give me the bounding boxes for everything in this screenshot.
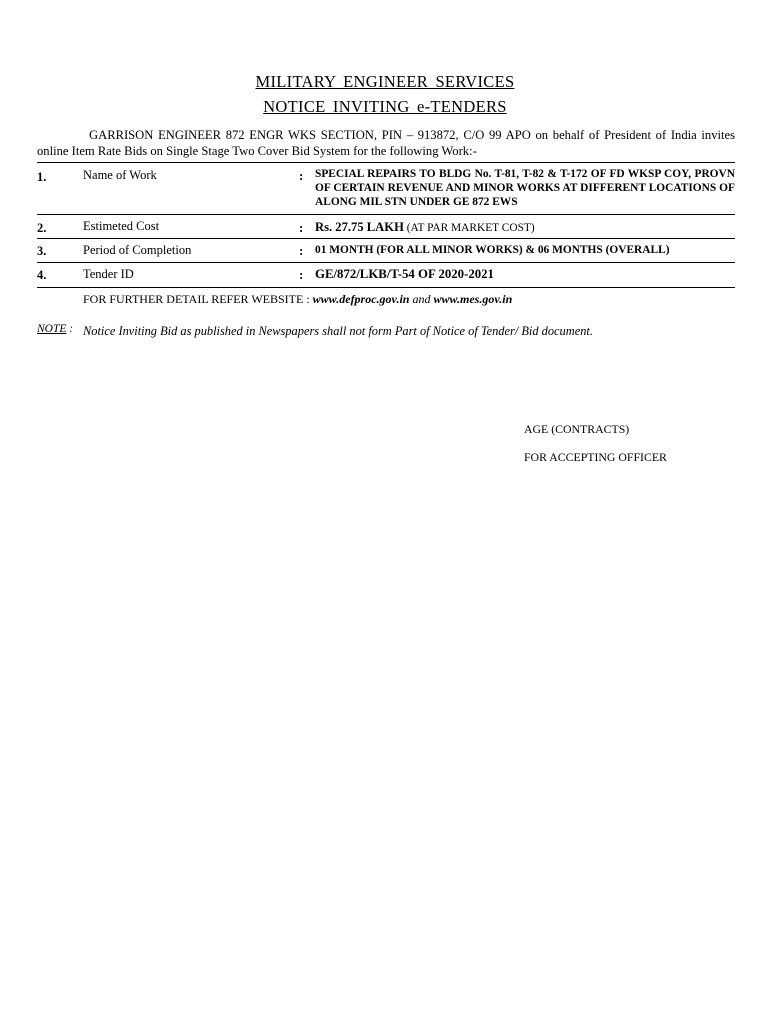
website-link-mes[interactable]: www.mes.gov.in <box>433 292 513 306</box>
row-number: 1. <box>37 170 47 184</box>
row-value-tender-id: GE/872/LKB/T-54 OF 2020-2021 <box>315 267 494 281</box>
further-and: and <box>409 292 434 306</box>
signature-authority: FOR ACCEPTING OFFICER <box>524 450 667 464</box>
row-label-period-of-completion: Period of Completion <box>83 243 192 257</box>
row-value-estimated-cost <box>315 220 535 235</box>
note-text: Notice Inviting Bid as published in Newspapers shall not form Part of Notice of Tender/ Bid document. <box>83 324 593 338</box>
note-colon: : <box>66 323 74 335</box>
row-colon: : <box>299 243 304 258</box>
row-colon: : <box>299 267 304 282</box>
intro-paragraph: GARRISON ENGINEER 872 ENGR WKS SECTION, PIN – 913872, C/O 99 APO on behalf of President of India invites online Item Rate Bids on Single Stage Two Cover Bid System for the following Work:- <box>37 128 735 158</box>
row-number: 2. <box>37 221 47 235</box>
divider <box>37 162 735 163</box>
row-number: 3. <box>37 244 47 258</box>
note-label <box>37 323 73 335</box>
row-label-name-of-work: Name of Work <box>83 168 157 182</box>
signature-designation: AGE (CONTRACTS) <box>524 422 630 436</box>
divider <box>37 214 735 215</box>
row-label-tender-id: Tender ID <box>83 267 134 281</box>
row-value-period-of-completion: 01 MONTH (FOR ALL MINOR WORKS) & 06 MONTHS (OVERALL) <box>315 244 670 256</box>
cost-note: (AT PAR MARKET COST) <box>403 222 535 234</box>
divider <box>37 287 735 288</box>
divider <box>37 238 735 239</box>
divider <box>37 262 735 263</box>
website-link-defproc[interactable]: www.defproc.gov.in <box>312 292 410 306</box>
row-label-estimated-cost: Estimeted Cost <box>83 219 160 233</box>
row-colon: : <box>299 168 304 183</box>
further-details <box>83 292 512 307</box>
note-word: NOTE <box>37 323 67 335</box>
row-colon: : <box>299 220 304 235</box>
cost-amount: Rs. 27.75 LAKH <box>315 220 404 234</box>
row-number: 4. <box>37 268 47 282</box>
notice-subtitle: NOTICE INVITING e-TENDERS <box>263 97 507 116</box>
further-prefix: FOR FURTHER DETAIL REFER WEBSITE : <box>83 292 313 306</box>
row-value-name-of-work: SPECIAL REPAIRS TO BLDG No. T-81, T-82 & T-172 OF FD WKSP COY, PROVN OF CERTAIN REVENUE AND MINOR WORKS AT DIFFERENT LOCATIONS OF ALONG MIL STN UNDER GE 872 EWS <box>315 168 735 208</box>
page-title: MILITARY ENGINEER SERVICES <box>255 72 515 91</box>
